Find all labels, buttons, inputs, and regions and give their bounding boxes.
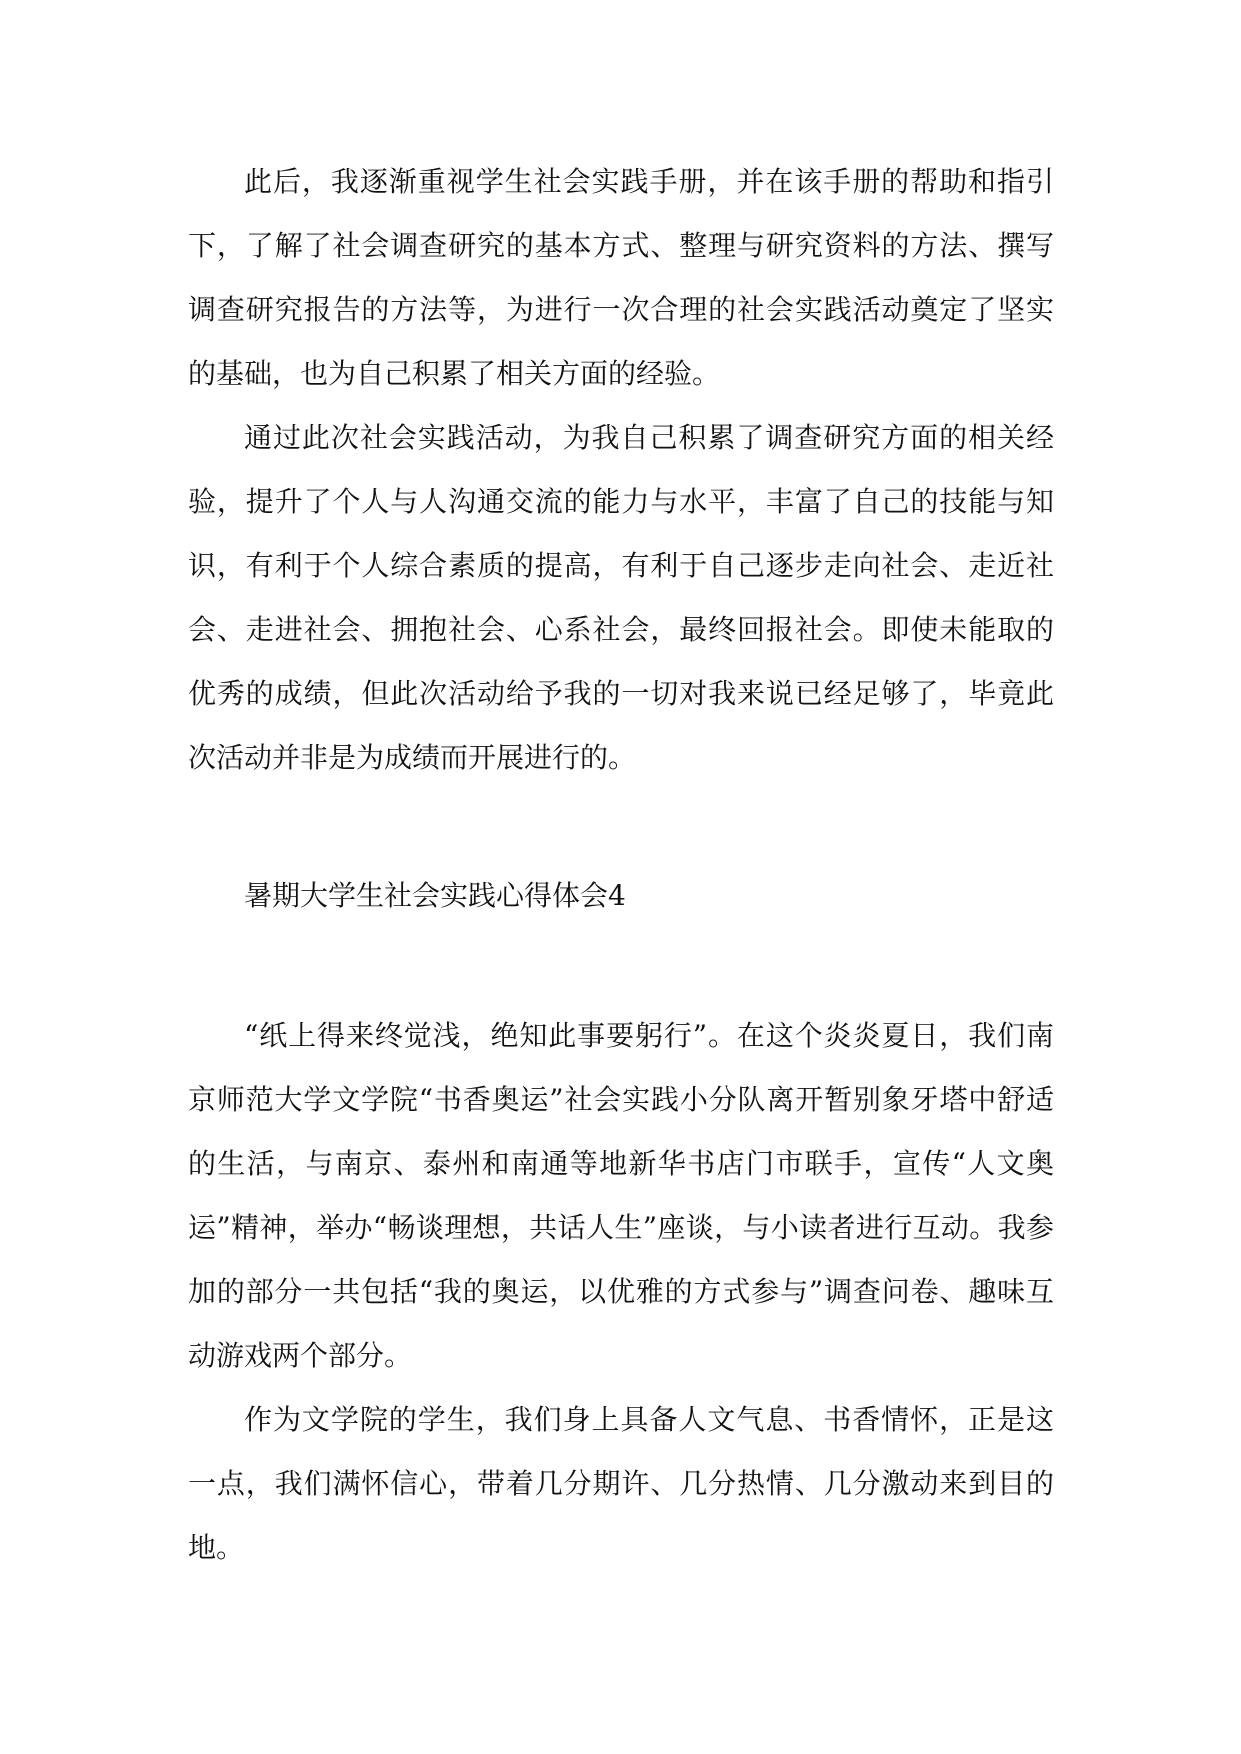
section-heading: 暑期大学生社会实践心得体会4: [244, 879, 626, 912]
paragraph: 通过此次社会实践活动，为我自己积累了调查研究方面的相关经验，提升了个人与人沟通交流的能力与水平，丰富了自己的技能与知识，有利于个人综合素质的提高，有利于自己逐步走向社会、走近社会、走进社会、拥抱社会、心系社会，最终回报社会。即使未能取的优秀的成绩，但此次活动给予我的一切对我来说已经足够了，毕竟此次活动并非是为成绩而开展进行的。: [188, 421, 1054, 774]
paragraph: 作为文学院的学生，我们身上具备人文气息、书香情怀，正是这一点，我们满怀信心，带着几分期许、几分热情、几分激动来到目的地。: [188, 1403, 1054, 1564]
document-body: [188, 150, 1054, 1580]
paragraph: “纸上得来终觉浅，绝知此事要躬行”。在这个炎炎夏日，我们南京师范大学文学院“书香奥运”社会实践小分队离开暂别象牙塔中舒适的生活，与南京、泰州和南通等地新华书店门市联手，宣传“人文奥运”精神，举办“畅谈理想，共话人生”座谈，与小读者进行互动。我参加的部分一共包括“我的奥运，以优雅的方式参与”调查问卷、趣味互动游戏两个部分。: [188, 1019, 1054, 1372]
paragraph: 此后，我逐渐重视学生社会实践手册，并在该手册的帮助和指引下，了解了社会调查研究的基本方式、整理与研究资料的方法、撰写调查研究报告的方法等，为进行一次合理的社会实践活动奠定了坚实的基础，也为自己积累了相关方面的经验。: [188, 165, 1054, 390]
